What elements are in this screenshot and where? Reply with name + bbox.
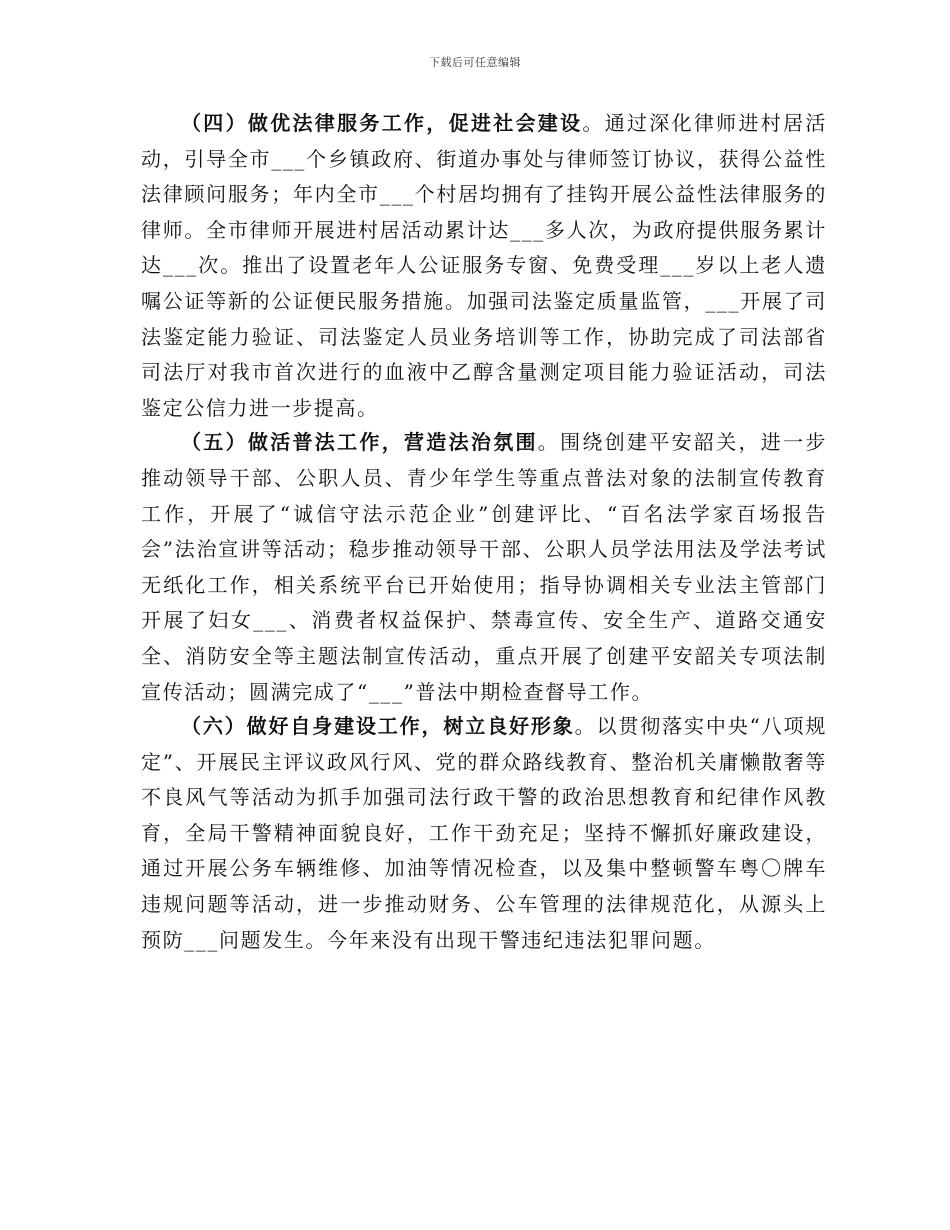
paragraph-heading: （五）做活普法工作，营造法治氛围 <box>181 430 538 455</box>
paragraph-heading: （四）做优法律服务工作，促进社会建设 <box>181 111 583 135</box>
paragraph-text: 。以贯彻落实中央“八项规定”、开展民主评议政风行风、党的群众路线教育、整治机关庸懒散奢等不良风气等活动为抓手加强司法行政干警的政治思想教育和纪律作风教育，全局干警精神面貌良好，工作干劲充足；坚持不懈抓好廉政建设，通过开展公务车辆维修、加油等情况检查，以及集中整顿警车粤〇牌车违规问题等活动，进一步推动财务、公车管理的法律规范化，从源头上预防___问题发生。今年来没有出现干警违纪违法犯罪问题。 <box>141 714 827 952</box>
paragraph-text: 。围绕创建平安韶关，进一步推动领导干部、公职人员、青少年学生等重点普法对象的法制宣传教育工作，开展了“诚信守法示范企业”创建评比、“百名法学家百场报告会”法治宣讲等活动；稳步推动领导干部、公职人员学法用法及学法考试无纸化工作，相关系统平台已开始使用；指导协调相关专业法主管部门开展了妇女___、消费者权益保护、禁毒宣传、安全生产、道路交通安全、消防安全等主题法制宣传活动，重点开展了创建平安韶关专项法制宣传活动；圆满完成了“___”普法中期检查督导工作。 <box>141 430 827 704</box>
paragraph-legal-services <box>141 106 827 426</box>
paragraph-self-construction <box>141 709 827 958</box>
paragraph-text: 。通过深化律师进村居活动，引导全市___个乡镇政府、街道办事处与律师签订协议，获得公益性法律顾问服务；年内全市___个村居均拥有了挂钩开展公益性法律服务的律师。全市律师开展进村居活动累计达___多人次，为政府提供服务累计达___次。推出了设置老年人公证服务专窗、免费受理___岁以上老人遗嘱公证等新的公证便民服务措施。加强司法鉴定质量监管，___开展了司法鉴定能力验证、司法鉴定人员业务培训等工作，协助完成了司法部省司法厅对我市首次进行的血液中乙醇含量测定项目能力验证活动，司法鉴定公信力进一步提高。 <box>141 111 827 420</box>
page-header: 下载后可任意编辑 <box>429 56 521 69</box>
document-body <box>141 106 827 957</box>
paragraph-law-popularization <box>141 425 827 710</box>
paragraph-heading: （六）做好自身建设工作，树立良好形象 <box>181 714 575 739</box>
